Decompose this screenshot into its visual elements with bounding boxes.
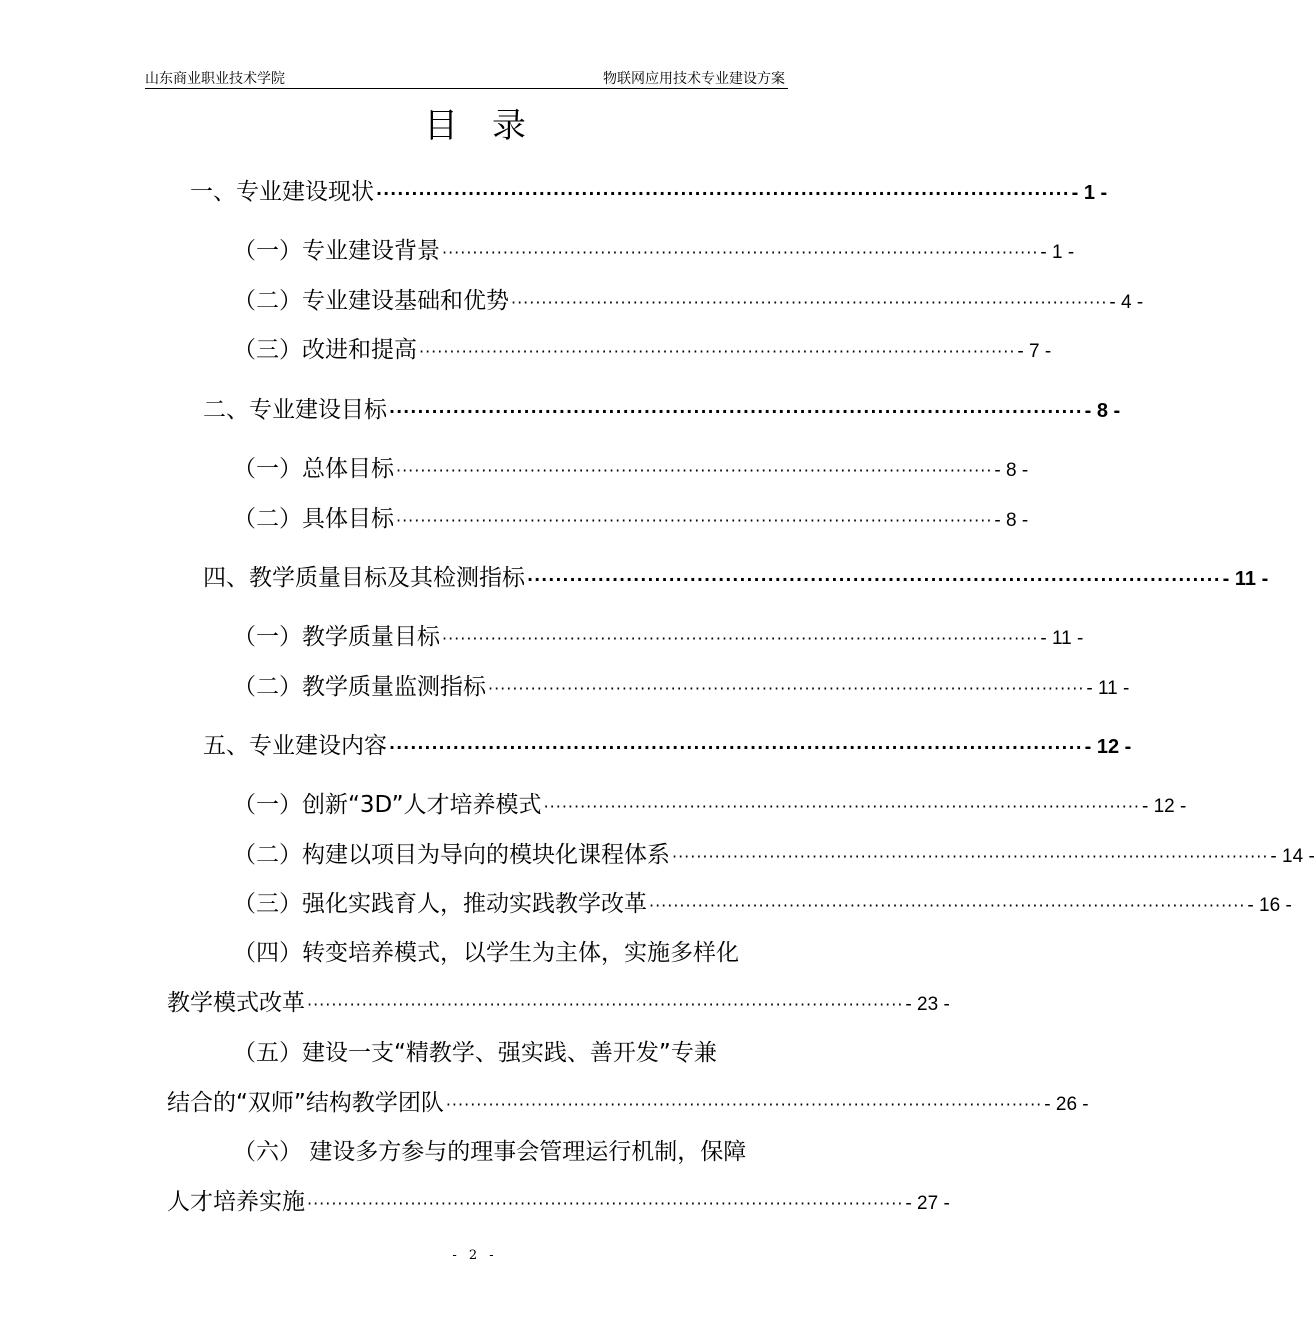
toc-entry-page: - 1 -: [1071, 182, 1108, 204]
toc-leader-dots: ··································································································: [442, 243, 1039, 262]
toc-entry-text: （二）构建以项目为导向的模块化课程体系: [233, 842, 670, 868]
toc-entry-page: - 14 -: [1270, 846, 1315, 867]
toc-entry-text: 一、专业建设现状: [190, 179, 374, 205]
toc-title: 目录: [424, 106, 560, 146]
toc-entry-page: - 11 -: [1222, 568, 1269, 590]
toc-entry-page: - 12 -: [1084, 736, 1132, 758]
toc-leader-dots: ··································································································: [419, 342, 1016, 361]
header-divider: [145, 88, 788, 89]
toc-entry[interactable]: [167, 988, 950, 1020]
toc-entry[interactable]: [233, 622, 1084, 654]
toc-entry-line1[interactable]: （六） 建设多方参与的理事会管理运行机制，保障: [233, 1139, 747, 1165]
toc-entry[interactable]: [233, 840, 1315, 872]
toc-entry[interactable]: [203, 563, 1269, 595]
toc-leader-dots: ··································································································: [672, 847, 1269, 866]
toc-entry-text: （一）专业建设背景: [233, 238, 440, 264]
toc-entry-text: （三）改进和提高: [233, 337, 417, 363]
page-number: - 2 -: [452, 1248, 498, 1263]
toc-entry-page: - 26 -: [1044, 1094, 1089, 1115]
toc-entry[interactable]: [190, 177, 1108, 209]
toc-entry-page: - 12 -: [1141, 796, 1187, 817]
toc-entry-page: - 4 -: [1109, 292, 1144, 313]
toc-entry-text: 教学模式改革: [167, 990, 305, 1016]
toc-entry[interactable]: [167, 1187, 950, 1219]
toc-entry-page: - 11 -: [1040, 628, 1084, 649]
toc-leader-dots: ··································································································: [527, 570, 1221, 589]
toc-leader-dots: ··································································································: [307, 1194, 904, 1213]
page-header-left: 山东商业职业技术学院: [145, 71, 285, 87]
toc-leader-dots: ··································································································: [389, 738, 1083, 757]
toc-leader-dots: ··································································································: [488, 679, 1085, 698]
toc-entry-page: - 1 -: [1040, 242, 1075, 263]
toc-entry-text: （一）总体目标: [233, 456, 394, 482]
toc-entry[interactable]: [233, 889, 1292, 921]
toc-leader-dots: ··································································································: [389, 402, 1083, 421]
toc-entry-page: - 8 -: [1084, 400, 1121, 422]
toc-entry[interactable]: [233, 504, 1029, 536]
toc-entry-text: （二）教学质量监测指标: [233, 674, 486, 700]
toc-entry-text: （一）创新“3D”人才培养模式: [233, 792, 542, 818]
toc-entry-line1[interactable]: （四）转变培养模式，以学生为主体，实施多样化: [233, 940, 739, 966]
toc-entry[interactable]: [233, 236, 1075, 268]
toc-leader-dots: ··································································································: [445, 1095, 1043, 1114]
toc-entry[interactable]: [233, 672, 1130, 704]
toc-entry-page: - 16 -: [1247, 895, 1292, 916]
toc-entry-text: 人才培养实施: [167, 1189, 305, 1215]
toc-leader-dots: ··································································································: [307, 995, 904, 1014]
toc-entry-page: - 27 -: [905, 1193, 950, 1214]
toc-entry[interactable]: [203, 731, 1132, 763]
toc-leader-dots: ··································································································: [442, 629, 1039, 648]
toc-entry-text: 五、专业建设内容: [203, 733, 387, 759]
toc-entry-page: - 23 -: [905, 994, 950, 1015]
toc-entry-text: （三）强化实践育人，推动实践教学改革: [233, 891, 647, 917]
toc-entry-text: 二、专业建设目标: [203, 397, 387, 423]
page-header-right: 物联网应用技术专业建设方案: [603, 71, 785, 87]
toc-leader-dots: ··································································································: [543, 797, 1140, 816]
toc-leader-dots: ··································································································: [511, 293, 1108, 312]
toc-leader-dots: ··································································································: [396, 461, 993, 480]
toc-entry-text: （一）教学质量目标: [233, 624, 440, 650]
toc-leader-dots: ··································································································: [396, 511, 993, 530]
toc-entry[interactable]: [167, 1088, 1089, 1120]
toc-entry[interactable]: [233, 335, 1052, 367]
toc-entry-page: - 11 -: [1086, 678, 1130, 699]
toc-entry[interactable]: [203, 395, 1121, 427]
toc-entry-line1[interactable]: （五）建设一支“精教学、强实践、善开发”专兼: [233, 1040, 717, 1066]
toc-leader-dots: ··································································································: [376, 184, 1070, 203]
toc-leader-dots: ··································································································: [649, 896, 1246, 915]
toc-entry[interactable]: [233, 286, 1144, 318]
toc-entry-page: - 8 -: [994, 510, 1029, 531]
toc-entry-page: - 8 -: [994, 460, 1029, 481]
toc-entry-text: （二）专业建设基础和优势: [233, 288, 509, 314]
toc-entry[interactable]: [233, 454, 1029, 486]
toc-entry[interactable]: [233, 790, 1187, 822]
toc-entry-text: 结合的“双师”结构教学团队: [167, 1090, 444, 1116]
toc-entry-text: （二）具体目标: [233, 506, 394, 532]
toc-entry-page: - 7 -: [1017, 341, 1052, 362]
toc-entry-text: 四、教学质量目标及其检测指标: [203, 565, 525, 591]
